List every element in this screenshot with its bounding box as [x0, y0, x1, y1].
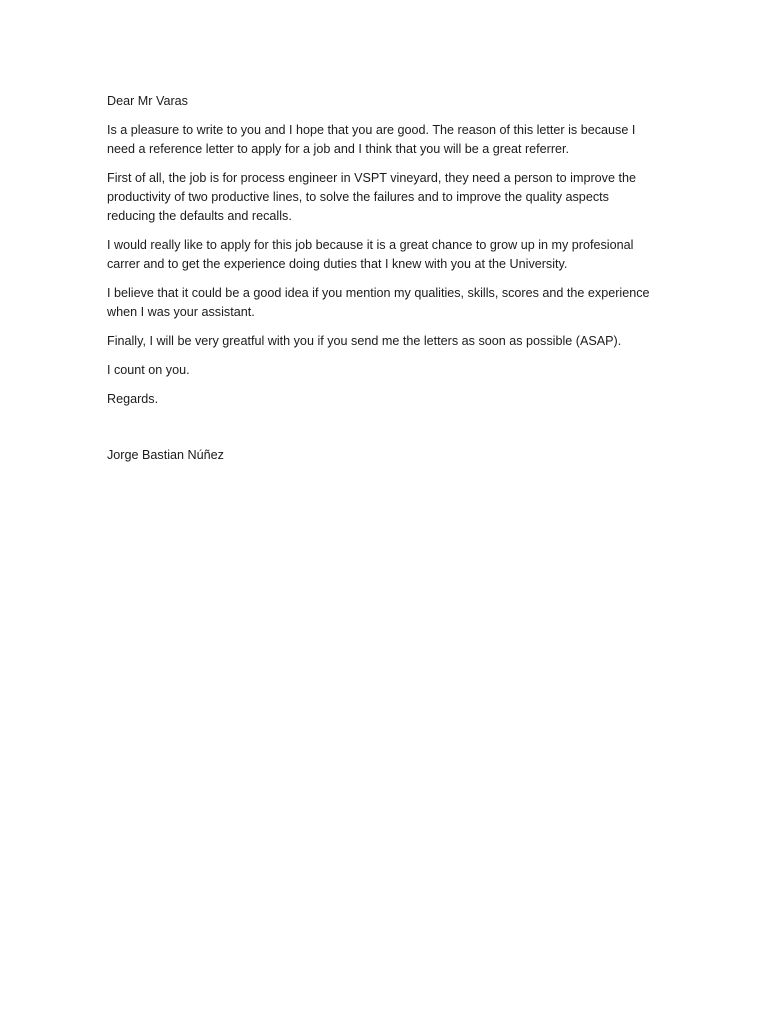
paragraph-final — [107, 332, 667, 351]
salutation: Dear Mr Varas — [107, 94, 188, 108]
paragraph-line: First of all, the job is for process engineer in VSPT vineyard, they need a person to improve the — [107, 171, 636, 185]
closing: Regards. — [107, 392, 159, 406]
paragraph-count-on-you — [107, 361, 667, 380]
paragraph-line: when I was your assistant. — [107, 305, 255, 319]
paragraph-line: I would really like to apply for this job because it is a great chance to grow up in my profesional — [107, 238, 634, 252]
paragraph-line: I count on you. — [107, 363, 190, 377]
paragraph-line: Is a pleasure to write to you and I hope that you are good. The reason of this letter is because I — [107, 123, 636, 137]
paragraph-line: reducing the defaults and recalls. — [107, 209, 292, 223]
signature: Jorge Bastian Núñez — [107, 448, 224, 462]
paragraph-motivation — [107, 236, 667, 274]
paragraph-line: carrer and to get the experience doing duties that I knew with you at the University. — [107, 257, 568, 271]
paragraph-line: Finally, I will be very greatful with you if you send me the letters as soon as possible (ASAP). — [107, 334, 622, 348]
paragraph-line: I believe that it could be a good idea if you mention my qualities, skills, scores and the experience — [107, 286, 650, 300]
letter-body — [107, 92, 667, 475]
paragraph-job-description — [107, 169, 667, 226]
paragraph-intro — [107, 121, 667, 159]
paragraph-line: need a reference letter to apply for a job and I think that you will be a great referrer. — [107, 142, 570, 156]
paragraph-line: productivity of two productive lines, to solve the failures and to improve the quality aspects — [107, 190, 609, 204]
paragraph-request — [107, 284, 667, 322]
